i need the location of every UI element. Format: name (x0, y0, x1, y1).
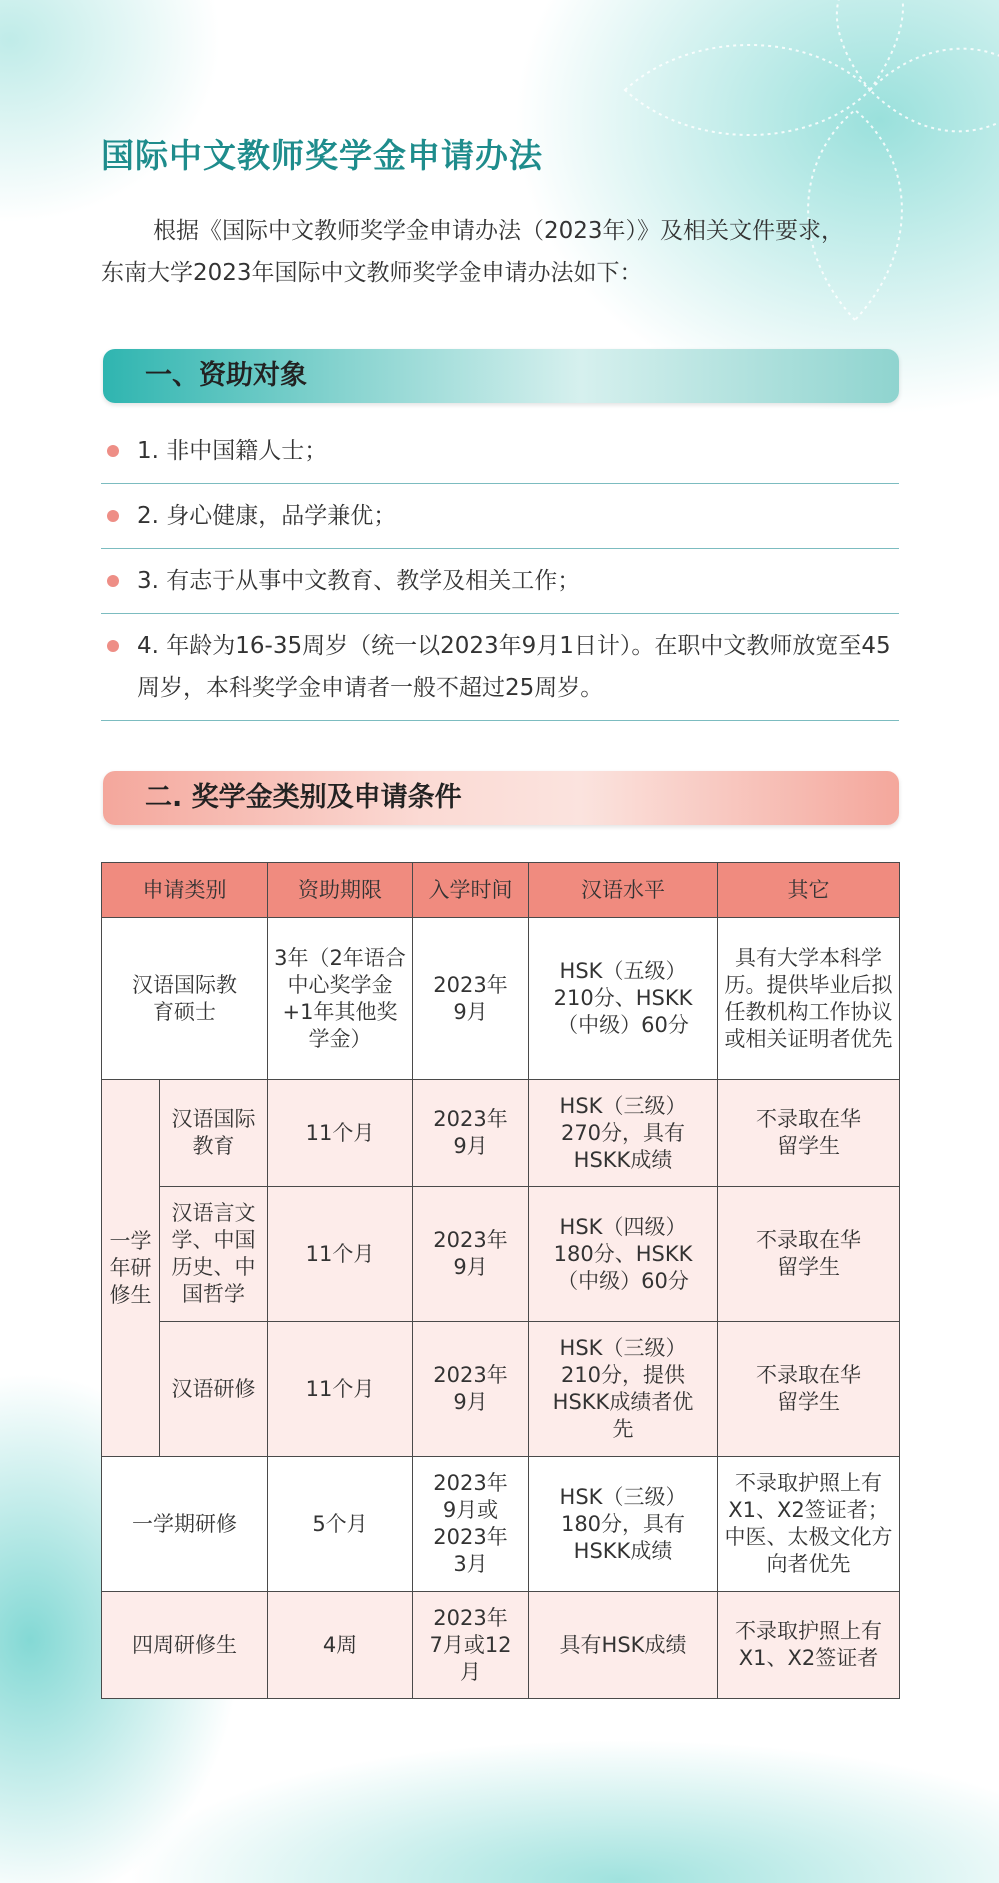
intro-line-1: 根据《国际中文教师奖学金申请办法（2023年）》及相关文件要求， (153, 218, 845, 244)
cell-other: 不录取在华留学生 (718, 1322, 900, 1457)
cell-category: 汉语研修 (160, 1322, 268, 1457)
table-header-row (102, 863, 900, 918)
bullet-dot-icon (107, 445, 119, 457)
eligibility-list (101, 430, 899, 721)
cell-duration: 11个月 (268, 1322, 413, 1457)
intro-line-2: 东南大学2023年国际中文教师奖学金申请办法如下： (101, 260, 643, 286)
cell-other: 不录取护照上有X1、X2签证者 (718, 1592, 900, 1699)
cell-enroll: 2023年9月 (413, 1080, 529, 1187)
list-item (101, 430, 899, 484)
cell-level: 具有HSK成绩 (529, 1592, 718, 1699)
cell-enroll: 2023年7月或12月 (413, 1592, 529, 1699)
list-item (101, 549, 899, 614)
cell-category: 汉语国际教育 (160, 1080, 268, 1187)
bullet-dot-icon (107, 640, 119, 652)
table-row (102, 1592, 900, 1699)
cell-duration: 5个月 (268, 1457, 413, 1592)
list-item (101, 614, 899, 721)
page-title: 国际中文教师奖学金申请办法 (101, 136, 543, 175)
header-category: 申请类别 (102, 863, 268, 918)
header-level: 汉语水平 (529, 863, 718, 918)
cell-other: 不录取护照上有X1、X2签证者；中医、太极文化方向者优先 (718, 1457, 900, 1592)
section2-heading: 二. 奖学金类别及申请条件 (103, 771, 899, 825)
cell-level: HSK（三级）180分，具有HSKK成绩 (529, 1457, 718, 1592)
header-duration: 资助期限 (268, 863, 413, 918)
cell-duration: 4周 (268, 1592, 413, 1699)
table-row (102, 1457, 900, 1592)
cell-enroll: 2023年9月 (413, 1187, 529, 1322)
cell-other: 具有大学本科学历。提供毕业后拟任教机构工作协议或相关证明者优先 (718, 918, 900, 1080)
list-item-text: 3. 有志于从事中文教育、教学及相关工作； (137, 568, 581, 594)
cell-category: 汉语言文学、中国历史、中国哲学 (160, 1187, 268, 1322)
cell-duration: 11个月 (268, 1187, 413, 1322)
cell-enroll: 2023年9月或2023年3月 (413, 1457, 529, 1592)
header-enroll: 入学时间 (413, 863, 529, 918)
cell-level: HSK（三级）210分，提供HSKK成绩者优先 (529, 1322, 718, 1457)
list-item (101, 484, 899, 549)
scholarship-table (101, 862, 900, 1699)
cell-level: HSK（四级）180分、HSKK（中级）60分 (529, 1187, 718, 1322)
cell-category: 一学期研修 (102, 1457, 268, 1592)
cell-enroll: 2023年9月 (413, 918, 529, 1080)
table-row (102, 1322, 900, 1457)
intro-paragraph (101, 210, 901, 294)
table-row (102, 1187, 900, 1322)
table-row (102, 1080, 900, 1187)
list-item-text: 4. 年龄为16-35周岁（统一以2023年9月1日计）。在职中文教师放宽至45周岁，本科奖学金申请者一般不超过25周岁。 (137, 633, 891, 701)
cell-enroll: 2023年9月 (413, 1322, 529, 1457)
cell-duration: 3年（2年语合中心奖学金+1年其他奖学金） (268, 918, 413, 1080)
cell-other: 不录取在华留学生 (718, 1080, 900, 1187)
cell-other: 不录取在华留学生 (718, 1187, 900, 1322)
cell-duration: 11个月 (268, 1080, 413, 1187)
cell-group-label: 一学年研修生 (102, 1080, 160, 1457)
cell-level: HSK（三级）270分，具有HSKK成绩 (529, 1080, 718, 1187)
header-other: 其它 (718, 863, 900, 918)
table-row (102, 918, 900, 1080)
cell-level: HSK（五级）210分、HSKK（中级）60分 (529, 918, 718, 1080)
list-item-text: 2. 身心健康，品学兼优； (137, 503, 397, 529)
section1-heading: 一、资助对象 (103, 349, 899, 403)
cell-category: 四周研修生 (102, 1592, 268, 1699)
cell-category: 汉语国际教育硕士 (102, 918, 268, 1080)
petal-decoration (0, 0, 999, 360)
bullet-dot-icon (107, 575, 119, 587)
list-item-text: 1. 非中国籍人士； (137, 438, 328, 464)
bullet-dot-icon (107, 510, 119, 522)
